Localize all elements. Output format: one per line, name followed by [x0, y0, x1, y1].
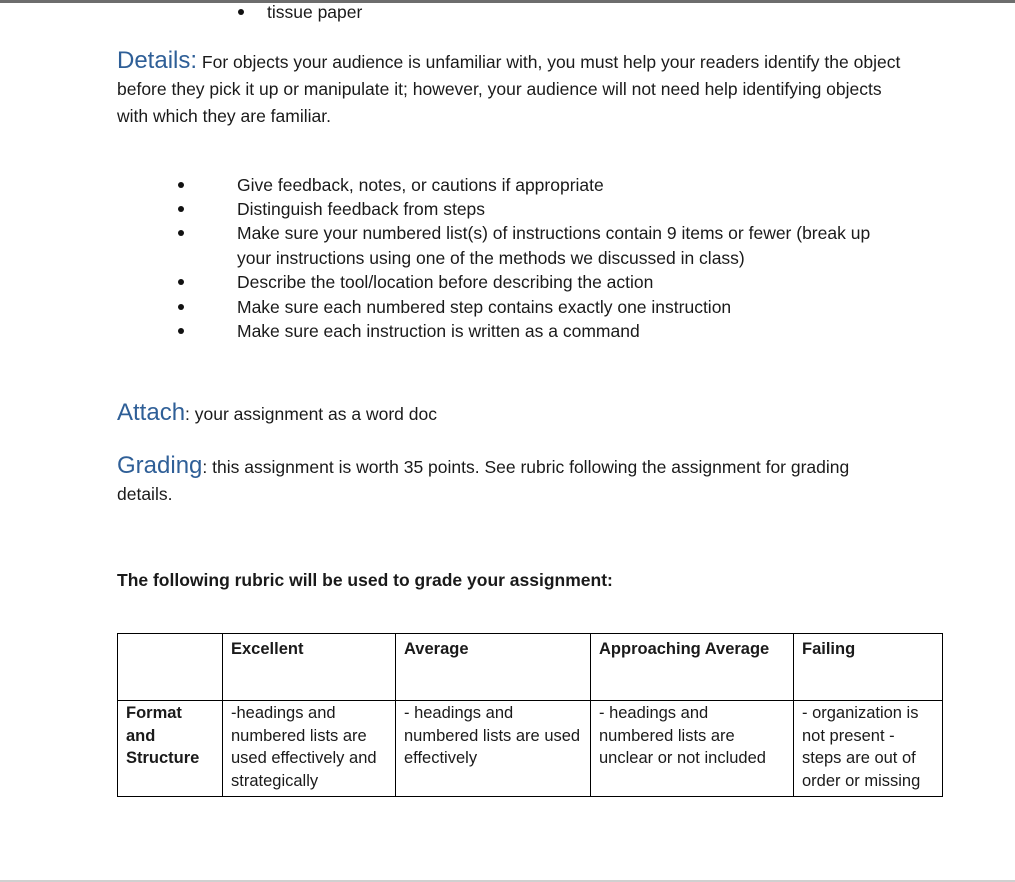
- rubric-header-excellent: Excellent: [223, 634, 396, 701]
- grading-paragraph: [117, 452, 907, 508]
- bullet-icon: [178, 304, 184, 310]
- rubric-header-approaching: Approaching Average: [591, 634, 794, 701]
- rubric-cell-average: - headings and numbered lists are used effectively: [396, 701, 591, 797]
- attach-heading: Attach: [117, 399, 186, 426]
- list-item: Distinguish feedback from steps: [237, 199, 486, 219]
- list-item: Make sure each numbered step contains exactly one instruction: [237, 297, 732, 317]
- top-list-item: tissue paper: [267, 2, 363, 22]
- rubric-header-average: Average: [396, 634, 591, 701]
- table-row: [118, 701, 943, 797]
- details-paragraph: [117, 47, 907, 130]
- list-item: Give feedback, notes, or cautions if appropriate: [237, 175, 604, 195]
- rubric-intro: The following rubric will be used to grade your assignment:: [117, 570, 613, 590]
- list-item: Describe the tool/location before describing the action: [237, 272, 654, 292]
- table-row: [118, 634, 943, 701]
- bullet-icon: [238, 9, 244, 15]
- rubric-cell-excellent: -headings and numbered lists are used effectively and strategically: [223, 701, 396, 797]
- bullet-icon: [178, 279, 184, 285]
- list-item: Make sure each instruction is written as a command: [237, 321, 640, 341]
- bullet-icon: [178, 206, 184, 212]
- bullet-icon: [178, 328, 184, 334]
- rubric-table: [117, 633, 943, 797]
- grading-heading: Grading: [117, 452, 203, 479]
- details-heading: Details:: [117, 47, 198, 74]
- attach-text: : your assignment as a word doc: [185, 404, 437, 424]
- rubric-header-blank: [118, 634, 223, 701]
- bullet-icon: [178, 230, 184, 236]
- attach-paragraph: [117, 399, 907, 428]
- rubric-row-label: Format and Structure: [118, 701, 223, 797]
- bullet-icon: [178, 182, 184, 188]
- grading-text: : this assignment is worth 35 points. See rubric following the assignment for grading details.: [117, 457, 850, 504]
- rubric-cell-approaching: - headings and numbered lists are unclear or not included: [591, 701, 794, 797]
- rubric-header-failing: Failing: [794, 634, 943, 701]
- top-divider: [0, 0, 1015, 3]
- details-text: For objects your audience is unfamiliar with, you must help your readers identify the object before they pick it up or manipulate it; however, your audience will not need help identifying objects with which they are familiar.: [117, 52, 901, 126]
- list-item: Make sure your numbered list(s) of instructions contain 9 items or fewer (break up your instructions using one of the methods we discussed in class): [237, 223, 871, 268]
- rubric-cell-failing: - organization is not present -steps are out of order or missing: [794, 701, 943, 797]
